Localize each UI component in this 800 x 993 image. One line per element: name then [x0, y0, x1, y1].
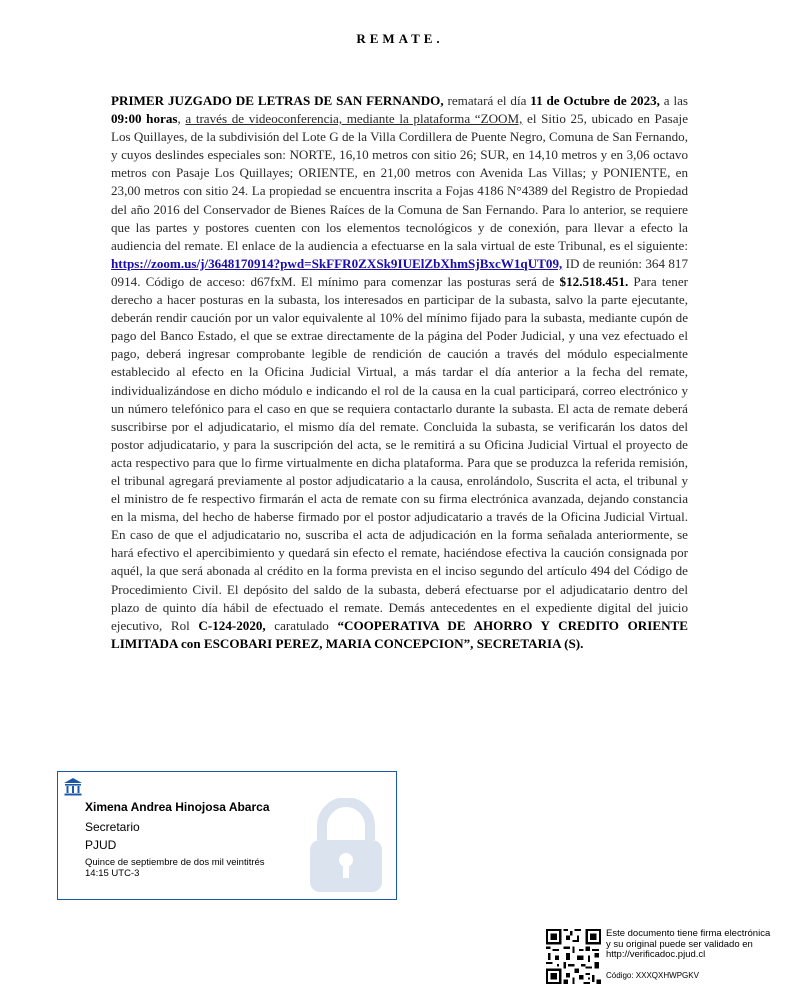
verification-code: Código: XXXQXHWPGKV	[606, 971, 699, 980]
body-text-2: a las	[659, 93, 688, 108]
signature-date-line1: Quince de septiembre de dos mil veintitrés	[85, 857, 265, 868]
body-text-6: Para tener derecho a hacer posturas en la subasta, los interesados en participar de la subasta, salvo la parte ejecutante, deberán rendir caución por un valor equivalente al 10% del mínimo fijado para la subasta, mediante cupón de pago del Banco Estado, el que se extrae directamente de la página del Poder Judicial, y una vez efectuado el pago, deberá ingresar comprobante legible de rendición de caución a través del módulo especialmente establecido al efecto en la Oficina Judicial Virtual, a más tardar el día anterior a la fecha del remate, individualizándose en dicho módulo e indicando el rol de la causa en la cual participará, correo electrónico y un número telefónico para el caso en que se requiera contactarlo durante la subasta. El acta de remate deberá suscribirse por el adjudicatario, el mismo día del remate. Concluida la subasta, se verificarán los datos del postor adjudicatario, y para la suscripción del acta, se le remitirá a su Oficina Judicial Virtual el proyecto de acta respectivo para que lo firme virtualmente en dicha plataforma. Para que se produzca la referida remisión, el tribunal agregará previamente al postor adjudicatario a la causa, enrolándolo, Suscrita el acta, el tribunal y el ministro de fe respectivo firmarán el acta de remate con su firma electrónica avanzada, dejando constancia en la misma, del hecho de haberse firmado por el postor adjudicatario a través de la Oficina Judicial Virtual. En caso de que el adjudicatario no, suscriba el acta de adjudicación en la forma señalada anteriormente, se hará efectivo el apercibimiento y quedará sin efecto el remate, haciéndose efectiva la caución consignada por aquél, la que será abonada al crédito en la forma prevista en el inciso segundo del artículo 494 del Código de Procedimiento Civil. El depósito del saldo de la subasta, deberá efectuarse por el adjudicatario dentro del plazo de quinto día hábil de efectuado el remate. Demás antecedentes en el expediente digital del juicio ejecutivo, Rol	[111, 273, 689, 633]
zoom-link[interactable]: https://zoom.us/j/3648170914?pwd=SkFFR0ZXSk9IUElZbXhmSjBxcW1qUT09,	[111, 255, 563, 271]
courthouse-icon	[62, 776, 84, 798]
signer-name: Ximena Andrea Hinojosa Abarca	[85, 800, 270, 814]
body-text-5: ID de reunión: 364 817 0914. Código de acceso: d67fxM. El mínimo para comenzar las posturas será de	[111, 255, 688, 289]
verification-line1: Este documento tiene firma electrónica	[606, 928, 771, 939]
document-title: REMATE.	[356, 31, 444, 46]
case-rol: C-124-2020,	[198, 617, 266, 633]
signer-org: PJUD	[85, 838, 117, 852]
body-text-3: ,	[177, 111, 186, 127]
signer-role: Secretario	[85, 820, 140, 834]
case-caption: “COOPERATIVA DE AHORRO Y CREDITO ORIENTE LIMITADA con ESCOBARI PEREZ, MARIA CONCEPCION”, SECRETARIA (S).	[111, 617, 688, 651]
court-name: PRIMER JUZGADO DE LETRAS DE SAN FERNANDO,	[111, 93, 444, 108]
signature-date	[85, 857, 265, 879]
minimum-bid: $12.518.451.	[559, 273, 629, 289]
notice-body	[111, 92, 688, 653]
verification-url[interactable]: http://verificadoc.pjud.cl	[606, 949, 706, 960]
auction-date: 11 de Octubre de 2023,	[530, 93, 660, 108]
auction-hour: 09:00 horas	[111, 111, 178, 127]
verification-line2: y su original puede ser validado en	[606, 938, 753, 950]
via-text: a través de videoconferencia, mediante la plataforma “ZOOM,	[185, 111, 523, 127]
body-text-4: el Sitio 25, ubicado en Pasaje Los Quillayes, de la subdivisión del Lote G de la Villa Cordillera de Puente Negro, Comuna de San Fernando, y cuyos deslindes especiales son: NORTE, 16,10 metros con sitio 26; SUR, en 14,10 metros y en 3,06 octavo metros con Pasaje Los Quillayes; ORIENTE, en 21,00 metros con Avenida Las Villas; y PONIENTE, en 23,00 metros con sitio 24. La propiedad se encuentra inscrita a Fojas 4186 N°4389 del Registro de Propiedad del año 2016 del Conservador de Bienes Raíces de la Comuna de San Fernando. Para lo anterior, se requiere que las partes y postores cuenten con los elementos tecnológicos y de conexión, para llevar a efecto la audiencia del remate. El enlace de la audiencia a efectuarse en la sala virtual de este Tribunal, es el siguiente:	[111, 111, 689, 253]
verification-text	[606, 929, 791, 961]
body-text-1: rematará el día	[443, 93, 531, 108]
body-text-7: caratulado	[265, 617, 338, 633]
qr-code-icon	[546, 929, 601, 984]
lock-watermark-icon	[304, 798, 388, 894]
signature-date-line2: 14:15 UTC-3	[85, 868, 140, 879]
signature-box	[57, 771, 397, 900]
